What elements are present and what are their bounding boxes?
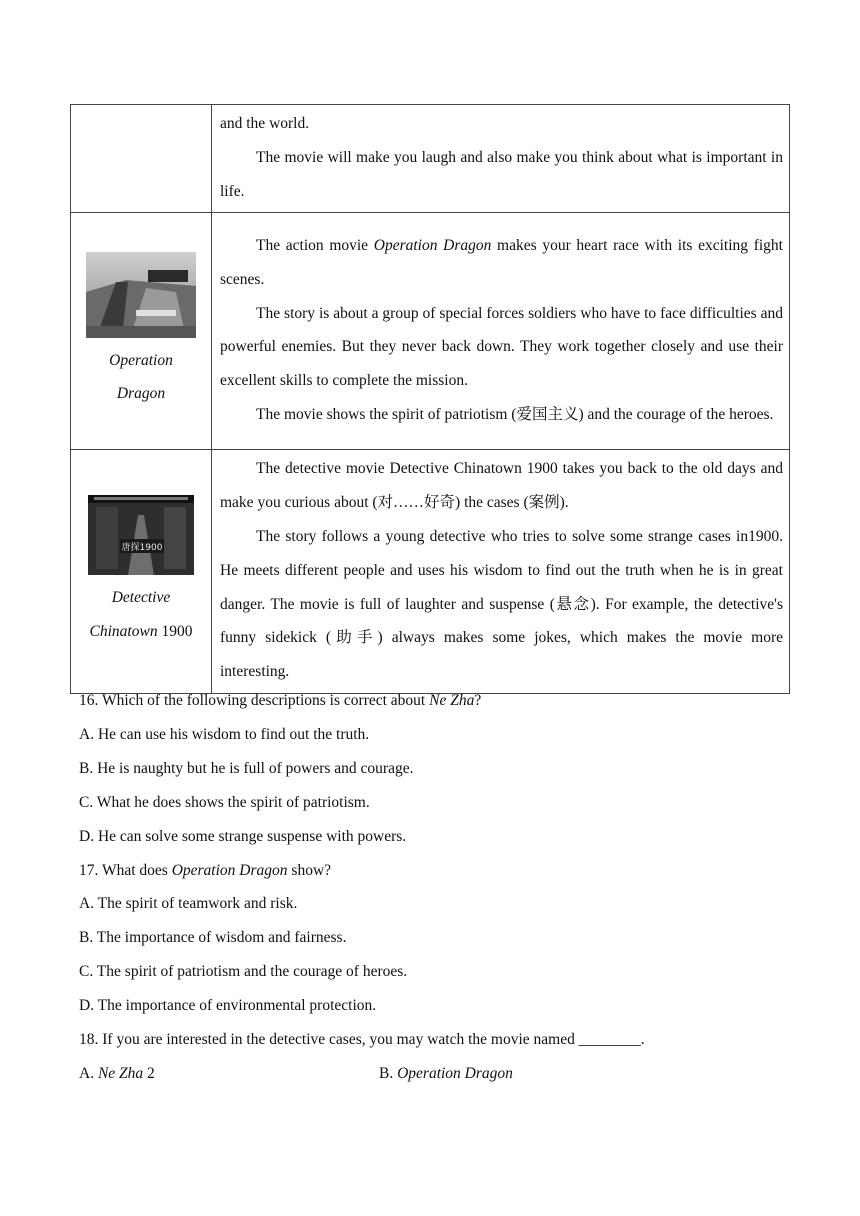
option-b[interactable]: B. The importance of wisdom and fairness. — [79, 929, 347, 947]
text: ? — [474, 692, 482, 709]
text: The action movie — [256, 237, 374, 254]
option-c[interactable]: C. The spirit of patriotism and the courage of heroes. — [79, 963, 408, 981]
caption-line: Chinatown — [89, 622, 158, 640]
movie-title: Operation Dragon — [373, 237, 492, 254]
table-row — [71, 450, 790, 694]
movie-poster-cell — [71, 213, 212, 450]
question-18-stem: 18. If you are interested in the detective cases, you may watch the movie named ________. — [79, 1031, 645, 1049]
text: 17. What does — [79, 861, 172, 879]
caption-line: Operation — [109, 351, 173, 369]
movie-description — [212, 213, 790, 450]
movie-poster-cell — [71, 450, 212, 694]
table-cell-empty — [71, 105, 212, 213]
option-d[interactable]: D. He can solve some strange suspense with powers. — [79, 827, 407, 845]
paragraph: The movie will make you laugh and also make you think about what is important in life. — [220, 148, 783, 200]
caption-line: Detective — [111, 588, 171, 606]
movie-title-caption — [71, 581, 211, 649]
paragraph: The movie shows the spirit of patriotism (爱国主义) and the courage of the heroes. — [256, 405, 774, 423]
option-d[interactable]: D. The importance of environmental protection. — [79, 997, 377, 1015]
option-a[interactable]: A. He can use his wisdom to find out the truth. — [79, 725, 370, 743]
paragraph: and the world. — [220, 115, 310, 132]
option-a[interactable] — [79, 1057, 379, 1091]
text: show? — [287, 861, 332, 879]
question-17-stem — [79, 854, 799, 888]
operation-dragon-poster — [86, 252, 196, 338]
movie-table — [70, 104, 790, 694]
poster-title: 唐探1900 — [121, 542, 163, 553]
option-c[interactable]: C. What he does shows the spirit of patriotism. — [79, 793, 370, 811]
table-row — [71, 105, 790, 213]
paragraph: The story is about a group of special forces soldiers who have to face difficulties and powerful enemies. But they never back down. They work together closely and use their excellent skills to complete the mission. — [220, 304, 783, 390]
text: A. — [79, 1064, 98, 1082]
option-b[interactable] — [379, 1057, 679, 1091]
question-16-stem — [79, 684, 799, 718]
text: 2 — [143, 1064, 155, 1082]
movie-title: Operation Dragon — [171, 861, 288, 879]
text: makes your heart race with its exciting fight scenes. — [220, 237, 783, 288]
paragraph: The detective movie Detective Chinatown 1900 takes you back to the old days and make you curious about (对……好奇) the cases (案例). — [220, 460, 783, 512]
paragraph: The story follows a young detective who tries to solve some strange cases in1900. He meets different people and uses his wisdom to find out the truth when he is in great danger. The movie is full of laughter and suspense (悬念). For example, the detective's funny sidekick (助手) always makes some jokes, which makes the movie more interesting. — [220, 527, 783, 681]
movie-title-caption — [71, 344, 211, 412]
movie-title: Ne Zha — [429, 692, 475, 709]
question-section — [79, 684, 799, 1091]
table-row — [71, 213, 790, 450]
movie-title: Operation Dragon — [397, 1064, 513, 1082]
movie-description — [212, 450, 790, 694]
movie-title: Ne Zha — [97, 1064, 144, 1082]
question-18-options — [79, 1057, 799, 1091]
caption-number: 1900 — [157, 622, 193, 640]
text: 16. Which of the following descriptions is correct about — [79, 692, 430, 709]
option-b[interactable]: B. He is naughty but he is full of powers and courage. — [79, 759, 414, 777]
paragraph — [220, 229, 783, 297]
text: B. — [379, 1064, 398, 1082]
option-a[interactable]: A. The spirit of teamwork and risk. — [79, 895, 298, 913]
caption-line: Dragon — [116, 385, 166, 403]
detective-chinatown-poster — [88, 495, 194, 575]
movie-description — [212, 105, 790, 213]
